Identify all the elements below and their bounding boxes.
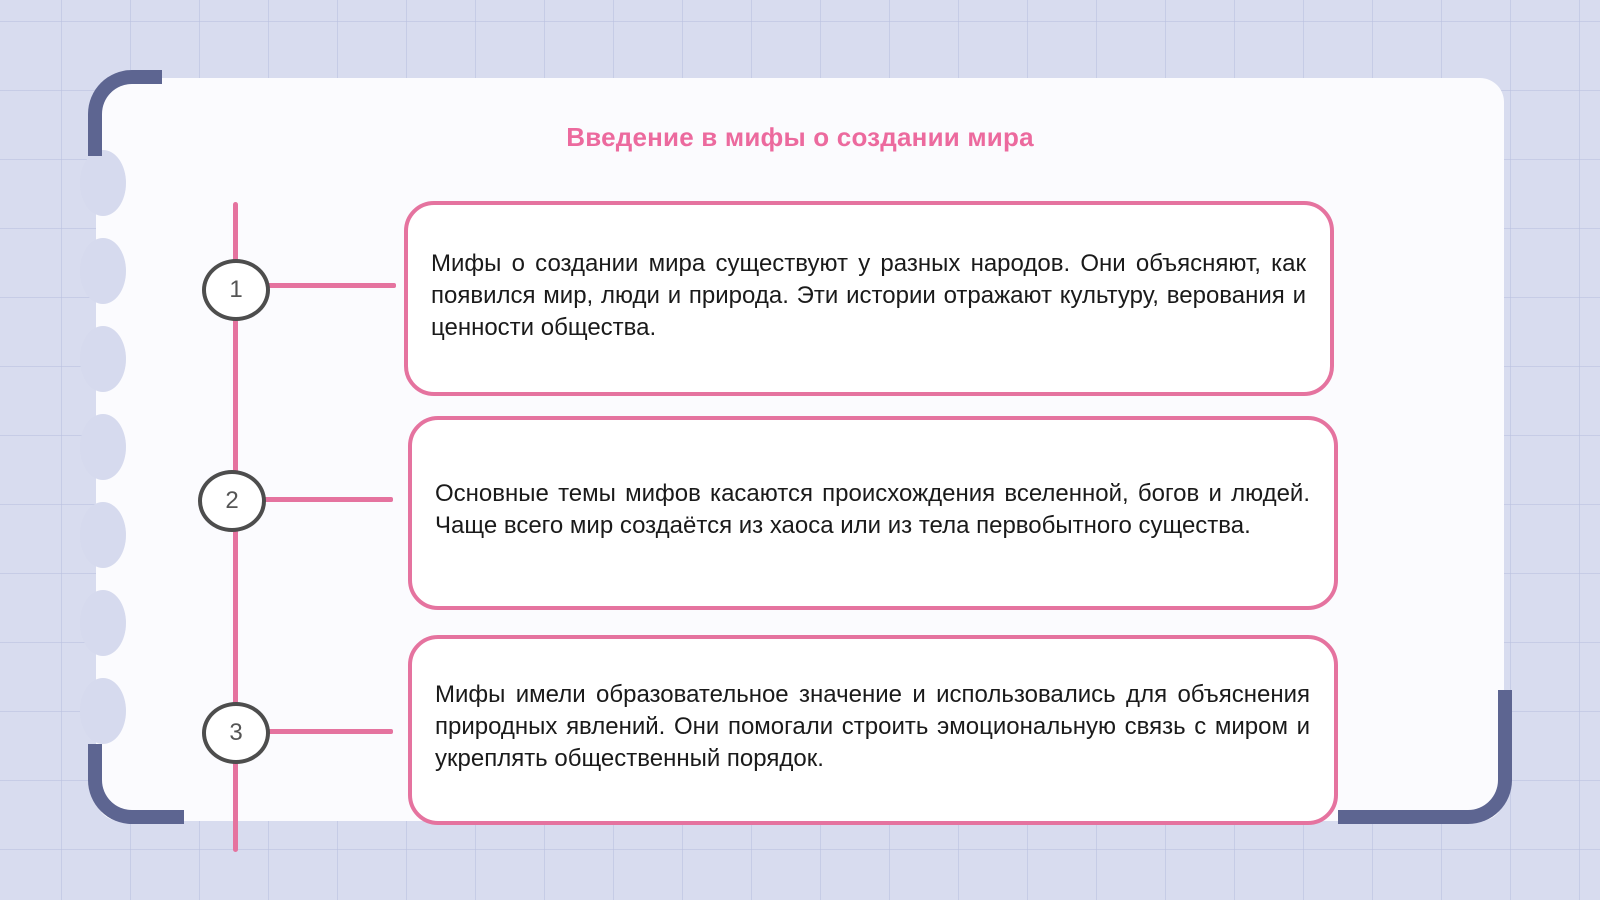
torn-edge-bump: [80, 150, 126, 216]
step-number-3: 3: [202, 702, 270, 764]
info-card-text: Мифы о создании мира существуют у разных народов. Они объясняют, как появился мир, люди и природа. Эти истории отражают культуру, верования и ценности общества.: [431, 249, 1306, 341]
step-number-2: 2: [198, 470, 266, 532]
corner-bracket-bottom-right: [1338, 690, 1512, 824]
torn-edge-bump: [80, 590, 126, 656]
torn-edge-bump: [80, 678, 126, 744]
info-card-text: Мифы имели образовательное значение и использовались для объяснения природных явлений. Они помогали строить эмоциональную связь с миром и укреплять общественный порядок.: [435, 681, 1310, 772]
torn-edge-bump: [80, 502, 126, 568]
info-card-text: Основные темы мифов касаются происхождения вселенной, богов и людей. Чаще всего мир создаётся из хаоса или из тела первобытного существа.: [435, 480, 1310, 539]
slide-title: Введение в мифы о создании мира: [566, 122, 1034, 152]
torn-edge-bump: [80, 414, 126, 480]
info-card-3: [408, 635, 1338, 825]
timeline-connector-1: [266, 283, 396, 288]
step-number-1: 1: [202, 259, 270, 321]
corner-bracket-bottom-left: [88, 744, 184, 824]
timeline-connector-3: [266, 729, 393, 734]
info-card-2: [408, 416, 1338, 610]
torn-edge-bump: [80, 326, 126, 392]
torn-edge-bump: [80, 238, 126, 304]
info-card-1: [404, 201, 1334, 396]
timeline-connector-2: [263, 497, 393, 502]
